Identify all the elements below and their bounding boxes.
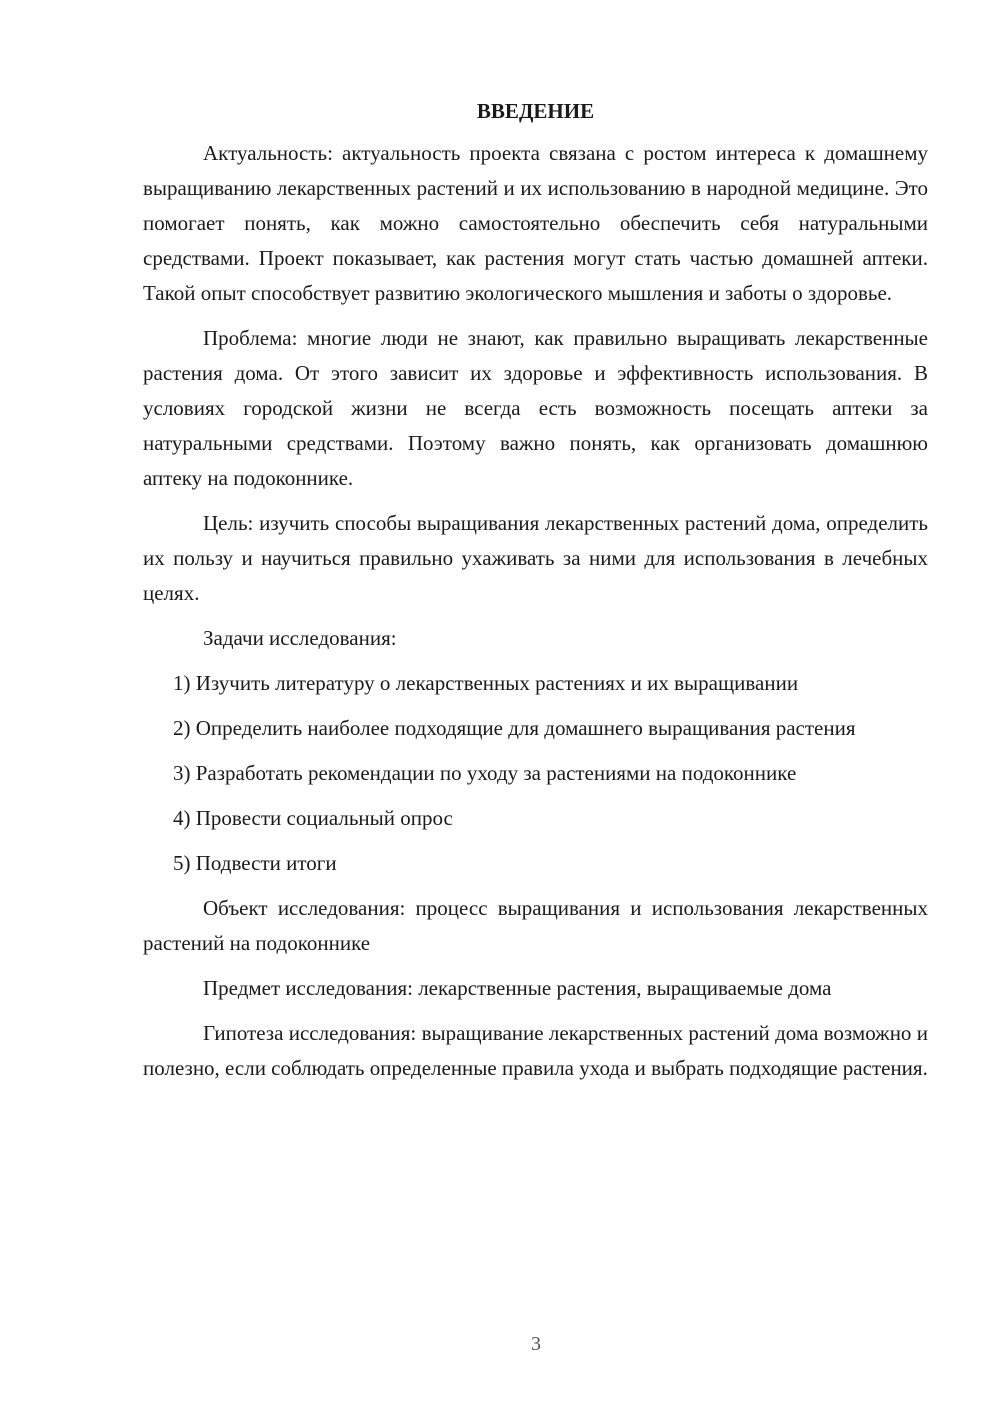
page-number: 3 [531,1333,541,1355]
goal-paragraph: Цель: изучить способы выращивания лекарственных растений дома, определить их пользу и научиться правильно ухаживать за ними для использования в лечебных целях. [143,511,928,605]
subject-paragraph: Предмет исследования: лекарственные растения, выращиваемые дома [203,976,832,1000]
task-item-5: 5) Подвести итоги [173,851,337,875]
document-page [143,96,928,1096]
section-title: ВВЕДЕНИЕ [476,99,595,123]
object-paragraph: Объект исследования: процесс выращивания и использования лекарственных растений на подоконнике [143,896,928,955]
relevance-paragraph: Актуальность: актуальность проекта связана с ростом интереса к домашнему выращиванию лекарственных растений и их использованию в народной медицине. Это помогает понять, как можно самостоятельно обеспечить себя натуральными средствами. Проект показывает, как растения могут стать частью домашней аптеки. Такой опыт способствует развитию экологического мышления и заботы о здоровье. [143,141,928,305]
tasks-heading: Задачи исследования: [203,626,397,650]
task-item-4: 4) Провести социальный опрос [173,806,453,830]
task-item-3: 3) Разработать рекомендации по уходу за растениями на подоконнике [173,761,797,785]
task-item-1: 1) Изучить литературу о лекарственных растениях и их выращивании [173,671,799,695]
problem-paragraph: Проблема: многие люди не знают, как правильно выращивать лекарственные растения дома. От этого зависит их здоровье и эффективность использования. В условиях городской жизни не всегда есть возможность посещать аптеки за натуральными средствами. Поэтому важно понять, как организовать домашнюю аптеку на подоконнике. [143,326,928,490]
hypothesis-paragraph: Гипотеза исследования: выращивание лекарственных растений дома возможно и полезно, если соблюдать определенные правила ухода и выбрать подходящие растения. [143,1021,928,1080]
task-item-2: 2) Определить наиболее подходящие для домашнего выращивания растения [173,716,856,740]
